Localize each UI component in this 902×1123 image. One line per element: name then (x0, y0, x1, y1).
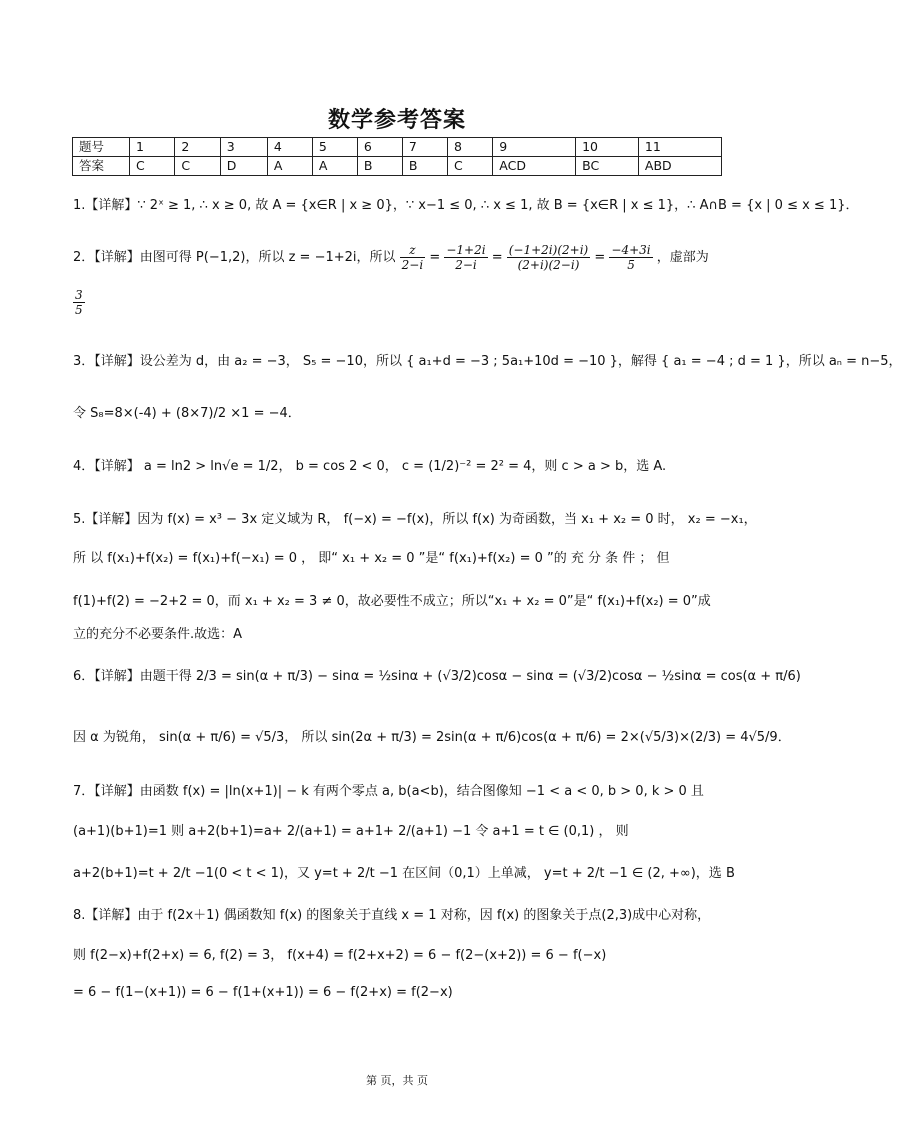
table-cell: D (220, 157, 267, 176)
table-row-answers (73, 157, 722, 176)
solution-7-line-2: (a+1)(b+1)=1 则 a+2(b+1)=a+ 2/(a+1) = a+1+ 2/(a+1) −1 令 a+1 = t ∈ (0,1) ， 则 (73, 824, 629, 839)
solution-6-line-2: 因 α 为锐角， sin(α + π/6) = √5/3， 所以 sin(2α + π/3) = 2sin(α + π/6)cos(α + π/6) = 2×(√5/3)×(2/3) = 4√5/9． (73, 730, 791, 745)
numerator: −4+3i (611, 243, 651, 257)
table-cell: B (357, 157, 402, 176)
answer-table (72, 137, 722, 176)
table-cell: 5 (312, 138, 357, 157)
table-cell: 1 (130, 138, 175, 157)
table-cell: 7 (402, 138, 447, 157)
numerator: 3 (75, 288, 83, 302)
solution-7-line-1: 7．【详解】由函数 f(x) = |ln(x+1)| − k 有两个零点 a, b(a<b)，结合图像知 −1 < a < 0, b > 0, k > 0 且 (73, 784, 704, 799)
table-cell: B (402, 157, 447, 176)
fraction (400, 243, 426, 272)
table-cell: A (267, 157, 312, 176)
solution-3-line-2: 令 S₈=8×(-4) + (8×7)/2 ×1 = −4． (73, 406, 301, 421)
row-label-answer: 答案 (73, 157, 130, 176)
page-footer: 第 页，共 页 (366, 1074, 428, 1087)
solution-4: 4．【详解】 a = ln2 > ln√e = 1/2， b = cos 2 < 0， c = (1/2)⁻² = 2² = 4，则 c > a > b，选 A. (73, 459, 667, 474)
table-cell: BC (576, 157, 639, 176)
denominator: 5 (627, 258, 635, 272)
table-row-numbers (73, 138, 722, 157)
table-cell: A (312, 157, 357, 176)
solution-5-line-4: 立的充分不必要条件.故选：A (73, 627, 243, 642)
table-cell: ACD (493, 157, 576, 176)
denominator: (2+i)(2−i) (517, 258, 580, 272)
fraction (507, 243, 590, 272)
solution-8-line-3: = 6 − f(1−(x+1)) = 6 − f(1+(x+1)) = 6 − f(2+x) = f(2−x) (73, 985, 453, 1000)
solution-2-imag (73, 288, 723, 317)
row-label-number: 题号 (73, 138, 130, 157)
numerator: (−1+2i)(2+i) (508, 243, 589, 257)
table-cell: 4 (267, 138, 312, 157)
solution-2: 2．【详解】由图可得 P(−1,2)，所以 z = −1+2i，所以 $\frac{z}{2-i}$ = $\frac{-1+2i}{2-i}$ = $\frac{(-1+2i)(2+i)}{(2+i)(2-i)}$ = $\frac{-4+3i}{5}$ ，虚部为 (73, 243, 709, 272)
solution-5-line-2: 所 以 f(x₁)+f(x₂) = f(x₁)+f(−x₁) = 0 ， 即“ x₁ + x₂ = 0 ”是“ f(x₁)+f(x₂) = 0 ”的 充 分 条 件 ； 但 (73, 551, 670, 566)
fraction (444, 243, 487, 272)
solution-8-line-1: 8.【详解】由于 f(2x＋1) 偶函数知 f(x) 的图象关于直线 x = 1 对称，因 f(x) 的图象关于点(2,3)成中心对称， (73, 908, 711, 923)
table-cell: 6 (357, 138, 402, 157)
table-cell: 9 (493, 138, 576, 157)
numerator: z (400, 243, 426, 258)
table-cell: 10 (576, 138, 639, 157)
table-cell: 8 (447, 138, 492, 157)
solution-3-line-1: 3．【详解】设公差为 d，由 a₂ = −3， S₅ = −10，所以 { a₁+d = −3 ; 5a₁+10d = −10 }，解得 { a₁ = −4 ; d = 1 }，所以 aₙ = n−5， (73, 354, 902, 369)
page-title: 数学参考答案 (327, 108, 466, 133)
denominator: 5 (75, 303, 83, 317)
solution-6-line-1: 6．【详解】由题干得 2/3 = sin(α + π/3) − sinα = ½sinα + (√3/2)cosα − sinα = (√3/2)cosα − ½sinα = cos(α + π/6) (73, 669, 801, 684)
table-cell: ABD (638, 157, 721, 176)
solution-7-line-3: a+2(b+1)=t + 2/t −1(0 < t < 1)，又 y=t + 2/t −1 在区间（0,1）上单减， y=t + 2/t −1 ∈ (2, +∞)，选 B (73, 866, 735, 881)
denominator: 2−i (401, 258, 424, 272)
fraction (609, 243, 652, 272)
fraction (73, 288, 85, 317)
denominator: 2−i (455, 258, 477, 272)
solution-2-text: 2．【详解】由图可得 P(−1,2)，所以 z = −1+2i，所以 (73, 250, 396, 265)
table-cell: C (447, 157, 492, 176)
numerator: −1+2i (446, 243, 486, 257)
table-cell: 3 (220, 138, 267, 157)
table-cell: C (175, 157, 220, 176)
solution-5-line-1: 5.【详解】因为 f(x) = x³ − 3x 定义域为 R， f(−x) = −f(x)，所以 f(x) 为奇函数，当 x₁ + x₂ = 0 时， x₂ = −x₁， (73, 512, 757, 527)
table-cell: 11 (638, 138, 721, 157)
solution-5-line-3: f(1)+f(2) = −2+2 = 0，而 x₁ + x₂ = 3 ≠ 0，故必要性不成立；所以“x₁ + x₂ = 0”是“ f(x₁)+f(x₂) = 0”成 (73, 594, 711, 609)
solution-8-line-2: 则 f(2−x)+f(2+x) = 6, f(2) = 3， f(x+4) = f(2+x+2) = 6 − f(2−(x+2)) = 6 − f(−x) (73, 948, 607, 963)
solution-2-tail: ，虚部为 (656, 250, 709, 265)
solution-1: 1.【详解】∵ 2ˣ ≥ 1, ∴ x ≥ 0, 故 A = {x∈R | x ≥ 0}，∵ x−1 ≤ 0, ∴ x ≤ 1, 故 B = {x∈R | x ≤ 1}，∴ A∩B = {x | 0 ≤ x ≤ 1}． (73, 198, 859, 213)
table-cell: 2 (175, 138, 220, 157)
table-cell: C (130, 157, 175, 176)
